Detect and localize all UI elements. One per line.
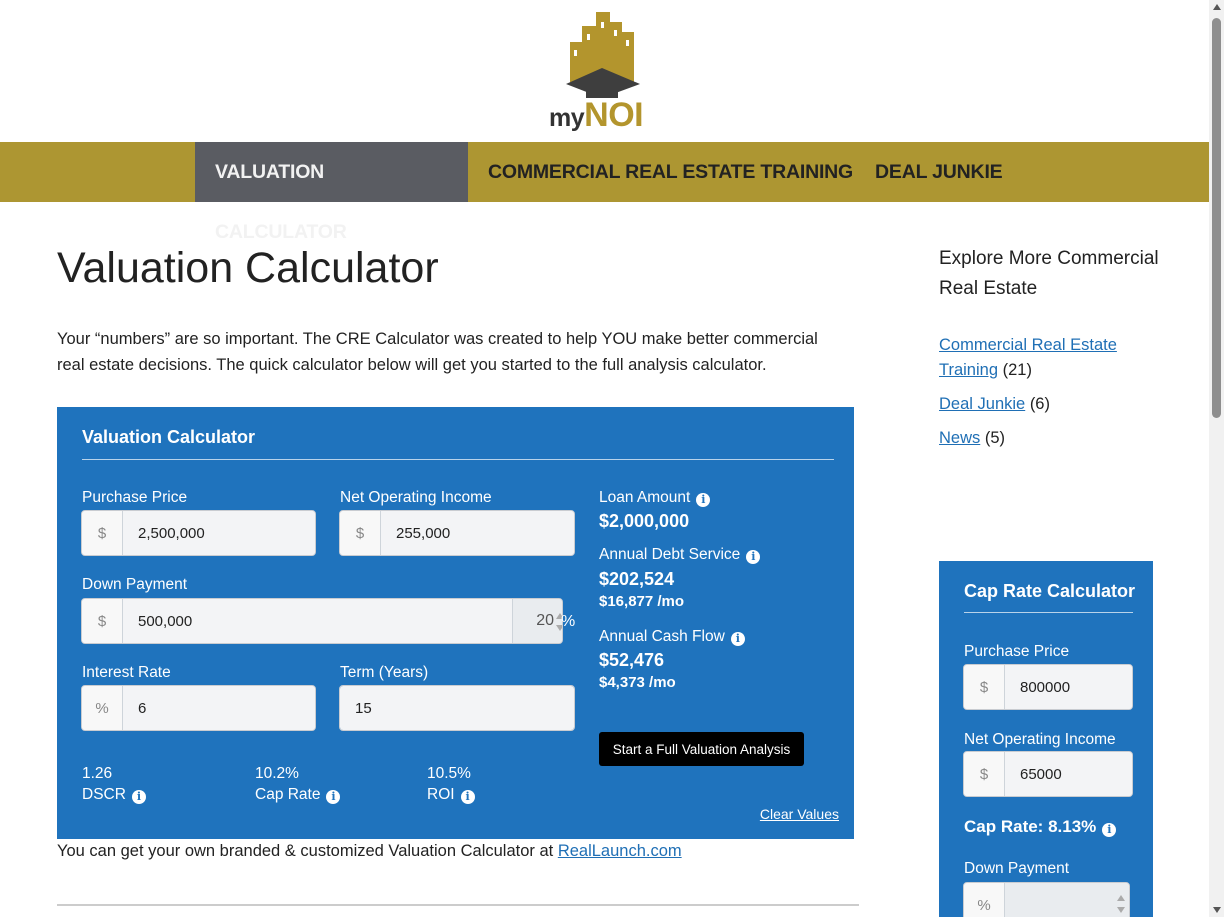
branded-text-body: You can get your own branded & customized Valuation Calculator at (57, 842, 558, 860)
start-full-analysis-button[interactable]: Start a Full Valuation Analysis (599, 732, 804, 766)
clear-values-link[interactable]: Clear Values (759, 806, 839, 822)
sidebar-item-cre-training (939, 333, 1154, 383)
sidebar-heading: Explore More Commercial Real Estate (939, 248, 1159, 299)
sidebar-link-cre-training[interactable]: Commercial Real Estate Training (939, 336, 1117, 379)
info-icon[interactable]: i (746, 550, 760, 564)
debt-service-label (599, 546, 760, 564)
info-icon[interactable]: i (1102, 823, 1116, 837)
debt-service-monthly: $16,877 /mo (599, 593, 685, 610)
sidebar-count: (21) (1002, 361, 1032, 379)
loan-amount-label (599, 489, 710, 507)
info-icon[interactable]: i (132, 790, 146, 804)
dollar-addon: $ (82, 599, 123, 643)
term-field[interactable] (339, 685, 575, 731)
dollar-addon: $ (82, 511, 123, 555)
sidebar-count: (6) (1029, 395, 1050, 413)
down-payment-label: Down Payment (82, 576, 188, 593)
purchase-price-input[interactable]: 2,500,000 (123, 511, 315, 555)
roi-value: 10.5% (427, 765, 471, 782)
scroll-down-arrow-icon[interactable] (1213, 907, 1221, 913)
sidebar-link-news[interactable]: News (939, 429, 981, 447)
cash-flow-monthly: $4,373 /mo (599, 674, 676, 691)
sidebar-links (939, 333, 1154, 460)
debt-service-label-text: Annual Debt Service (599, 546, 741, 563)
term-input[interactable]: 15 (340, 686, 574, 730)
cap-calculator-title: Cap Rate Calculator (964, 581, 1136, 601)
info-icon[interactable]: i (461, 790, 475, 804)
page-title: Valuation Calculator (57, 244, 439, 292)
divider (964, 612, 1133, 613)
sidebar-link-deal-junkie[interactable]: Deal Junkie (939, 395, 1026, 413)
info-icon[interactable]: i (731, 632, 745, 646)
roi-label (427, 786, 475, 804)
interest-rate-input[interactable]: 6 (123, 686, 315, 730)
dscr-value: 1.26 (82, 765, 113, 782)
cap-rate-label-text: Cap Rate (255, 786, 321, 803)
cap-rate-label (255, 786, 340, 804)
roi-label-text: ROI (427, 786, 455, 803)
purchase-price-field[interactable] (81, 510, 316, 556)
dscr-label (82, 786, 146, 804)
cap-rate-calculator (939, 561, 1153, 917)
reallaunch-link[interactable]: RealLaunch.com (557, 842, 682, 860)
debt-service-value: $202,524 (599, 569, 675, 589)
logo-noi: NOI (584, 96, 644, 134)
nav-deal-junkie[interactable]: DEAL JUNKIE (875, 161, 1003, 183)
percent-addon: % (82, 686, 123, 730)
down-payment-input[interactable]: 500,000 (123, 599, 512, 643)
cap-rate-result-text: Cap Rate: 8.13% (964, 817, 1097, 836)
term-label: Term (Years) (340, 664, 429, 681)
cap-rate-value: 10.2% (255, 765, 299, 782)
cap-rate-result (964, 817, 1116, 837)
info-icon[interactable]: i (326, 790, 340, 804)
sidebar-item-deal-junkie (939, 392, 1154, 417)
branded-text (57, 842, 682, 861)
sidebar-count: (5) (984, 429, 1006, 447)
logo-wordmark (549, 96, 643, 135)
divider (57, 904, 859, 906)
cap-down-payment-field[interactable] (963, 882, 1130, 917)
down-payment-percent-input[interactable] (512, 599, 562, 643)
page-scrollbar[interactable] (1209, 0, 1224, 917)
calculator-title: Valuation Calculator (82, 427, 256, 447)
main-nav (0, 142, 1209, 243)
cash-flow-label (599, 628, 745, 646)
down-payment-field[interactable] (81, 598, 563, 644)
info-icon[interactable]: i (696, 493, 710, 507)
cap-purchase-price-field[interactable] (963, 664, 1133, 710)
down-payment-percent-value: 20 (536, 612, 554, 629)
valuation-calculator (57, 407, 854, 839)
nav-valuation-calculator[interactable]: VALUATION CALCULATOR (195, 142, 468, 202)
divider (82, 459, 834, 460)
scroll-up-arrow-icon[interactable] (1213, 4, 1221, 10)
cap-down-payment-input[interactable] (1005, 883, 1129, 917)
dollar-addon: $ (964, 752, 1005, 796)
dscr-label-text: DSCR (82, 786, 126, 803)
cash-flow-label-text: Annual Cash Flow (599, 628, 725, 645)
cap-down-payment-label: Down Payment (964, 860, 1070, 877)
cap-noi-label: Net Operating Income (964, 731, 1116, 748)
noi-input[interactable]: 255,000 (381, 511, 574, 555)
scroll-thumb[interactable] (1212, 18, 1221, 418)
sidebar-item-news (939, 426, 1154, 451)
cash-flow-value: $52,476 (599, 650, 665, 670)
percent-suffix: % (561, 613, 576, 630)
nav-cre-training[interactable]: COMMERCIAL REAL ESTATE TRAINING (488, 161, 854, 183)
interest-rate-label: Interest Rate (82, 664, 171, 681)
cap-noi-field[interactable] (963, 751, 1133, 797)
cap-purchase-price-input[interactable]: 800000 (1005, 665, 1132, 709)
loan-amount-label-text: Loan Amount (599, 489, 691, 506)
dollar-addon: $ (340, 511, 381, 555)
noi-field[interactable] (339, 510, 575, 556)
spinner-icon[interactable] (1117, 895, 1125, 913)
dollar-addon: $ (964, 665, 1005, 709)
intro-text: Your “numbers” are so important. The CRE Calculator was created to help YOU make better commercial real estate decisions. The quick calculator below will get you started to the full analysis calculator. (57, 330, 818, 374)
cap-purchase-price-label: Purchase Price (964, 643, 1070, 660)
purchase-price-label: Purchase Price (82, 489, 188, 506)
interest-rate-field[interactable] (81, 685, 316, 731)
logo-my: my (549, 104, 585, 132)
noi-label: Net Operating Income (340, 489, 492, 506)
cap-noi-input[interactable]: 65000 (1005, 752, 1132, 796)
percent-addon: % (964, 883, 1005, 917)
loan-amount-value: $2,000,000 (599, 511, 690, 531)
